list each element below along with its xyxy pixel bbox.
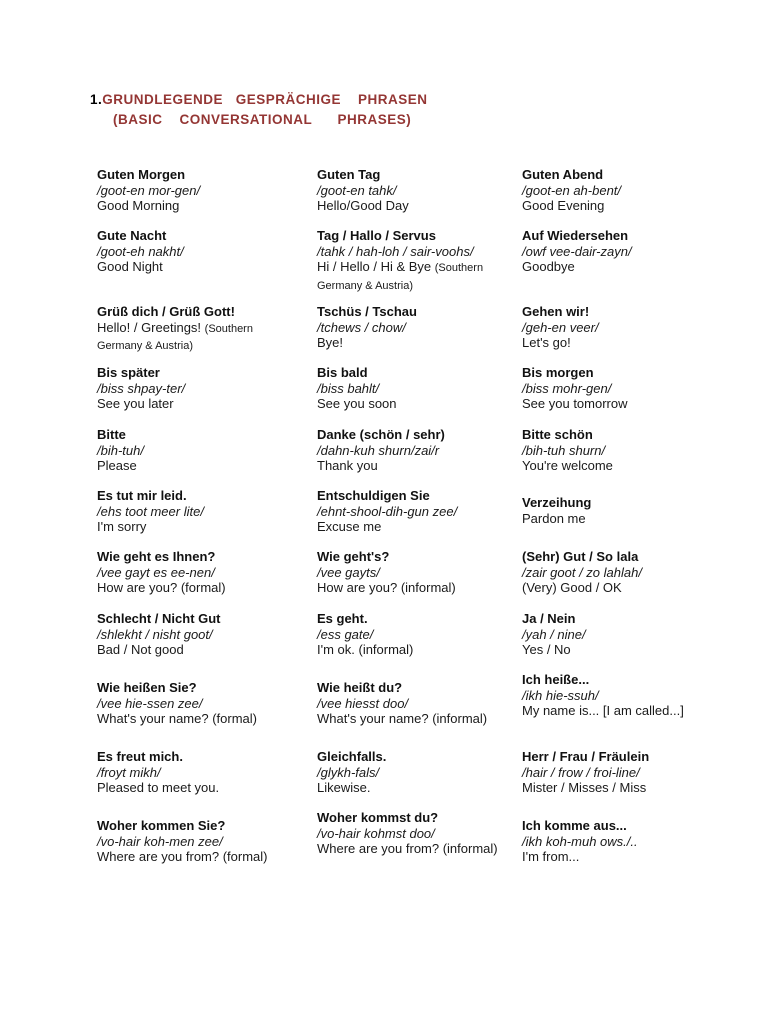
english-translation: [522, 703, 692, 719]
english-translation: [317, 198, 507, 214]
english-text: Good Night: [97, 259, 163, 274]
pronunciation: /shlekht / nisht goot/: [97, 626, 213, 642]
english-translation: [317, 335, 507, 351]
pronunciation: /bih-tuh shurn/: [522, 442, 606, 458]
pronunciation: /vee hiesst doo/: [317, 695, 409, 711]
english-text: How are you? (informal): [317, 580, 456, 595]
phrase-entry: [97, 818, 297, 865]
section-title: GRUNDLEGENDE GESPRÄCHIGE PHRASEN: [102, 92, 428, 107]
english-translation: [317, 519, 507, 535]
pronunciation: /ikh koh-muh ows./..: [522, 833, 638, 849]
english-translation: [317, 711, 507, 727]
pronunciation: /vo-hair kohmst doo/: [317, 825, 435, 841]
pronunciation: /geh-en veer/: [522, 319, 599, 335]
german-phrase: Woher kommen Sie?: [97, 818, 226, 833]
phrase-entry: [317, 304, 507, 351]
english-translation: [97, 458, 297, 474]
german-phrase: Gehen wir!: [522, 304, 590, 319]
pronunciation: /ehnt-shool-dih-gun zee/: [317, 503, 458, 519]
pronunciation: /biss bahlt/: [317, 380, 380, 396]
pronunciation: /yah / nine/: [522, 626, 586, 642]
pronunciation: /biss shpay-ter/: [97, 380, 186, 396]
english-translation: [317, 458, 507, 474]
english-translation: [97, 396, 297, 412]
english-translation: [317, 841, 507, 857]
phrase-entry: [522, 365, 692, 412]
pronunciation: /dahn-kuh shurn/zai/r: [317, 442, 440, 458]
phrase-entry: [97, 427, 297, 474]
phrase-entry: [317, 749, 507, 796]
phrase-entry: [522, 818, 692, 865]
english-text: I'm ok. (informal): [317, 642, 414, 657]
pronunciation: /tahk / hah-loh / sair-voohs/: [317, 243, 474, 259]
english-translation: [97, 642, 297, 658]
english-translation: [317, 259, 507, 294]
english-text: My name is... [I am called...]: [522, 703, 684, 718]
german-phrase: Bis morgen: [522, 365, 594, 380]
english-translation: [522, 642, 692, 658]
english-translation: [522, 335, 692, 351]
english-translation: [522, 580, 692, 596]
phrase-entry: [522, 672, 692, 719]
german-phrase: Bitte: [97, 427, 126, 442]
region-note: (Southern Germany & Austria): [317, 262, 484, 292]
phrase-entry: [97, 365, 297, 412]
english-text: Good Morning: [97, 198, 180, 213]
english-text: (Very) Good / OK: [522, 580, 622, 595]
english-text: Goodbye: [522, 259, 575, 274]
english-text: I'm sorry: [97, 519, 147, 534]
phrase-entry: [522, 749, 692, 796]
english-translation: [522, 198, 692, 214]
english-translation: [97, 849, 297, 865]
section-heading: [90, 92, 428, 107]
english-text: Likewise.: [317, 780, 371, 795]
german-phrase: Bitte schön: [522, 427, 593, 442]
phrase-entry: [97, 167, 297, 214]
english-text: What's your name? (informal): [317, 711, 488, 726]
phrase-entry: [317, 427, 507, 474]
phrase-entry: [522, 495, 692, 526]
english-text: Good Evening: [522, 198, 605, 213]
phrase-entry: [522, 611, 692, 658]
pronunciation: /vee hie-ssen zee/: [97, 695, 203, 711]
phrase-entry: [97, 611, 297, 658]
german-phrase: Wie geht's?: [317, 549, 390, 564]
english-text: Where are you from? (formal): [97, 849, 268, 864]
english-text: See you soon: [317, 396, 397, 411]
phrase-entry: [317, 680, 507, 727]
phrase-entry: [522, 549, 692, 596]
phrase-entry: [97, 549, 297, 596]
german-phrase: Tag / Hallo / Servus: [317, 228, 436, 243]
section-subtitle: (BASIC CONVERSATIONAL PHRASES): [113, 112, 412, 127]
pronunciation: /ehs toot meer lite/: [97, 503, 204, 519]
german-phrase: (Sehr) Gut / So lala: [522, 549, 639, 564]
german-phrase: Es freut mich.: [97, 749, 183, 764]
german-phrase: Wie heißt du?: [317, 680, 403, 695]
english-translation: [97, 320, 297, 355]
german-phrase: Auf Wiedersehen: [522, 228, 629, 243]
german-phrase: Guten Morgen: [97, 167, 186, 182]
german-phrase: Entschuldigen Sie: [317, 488, 430, 503]
english-text: Hello! / Greetings!: [97, 319, 205, 335]
phrase-entry: [97, 488, 297, 535]
german-phrase: Grüß dich / Grüß Gott!: [97, 304, 235, 319]
german-phrase: Guten Abend: [522, 167, 604, 182]
german-phrase: Bis später: [97, 365, 160, 380]
english-translation: [97, 259, 297, 275]
english-text: Mister / Misses / Miss: [522, 780, 647, 795]
english-translation: [522, 458, 692, 474]
english-translation: [522, 396, 692, 412]
phrase-entry: [317, 488, 507, 535]
english-translation: [522, 511, 692, 527]
pronunciation: /zair goot / zo lahlah/: [522, 564, 642, 580]
english-text: Excuse me: [317, 519, 382, 534]
english-text: Where are you from? (informal): [317, 841, 498, 856]
english-text: Pardon me: [522, 510, 586, 526]
phrase-entry: [522, 167, 692, 214]
german-phrase: Es geht.: [317, 611, 368, 626]
phrase-entry: [522, 427, 692, 474]
english-text: See you later: [97, 396, 174, 411]
german-phrase: Ja / Nein: [522, 611, 576, 626]
region-note: (Southern Germany & Austria): [97, 322, 253, 352]
pronunciation: /ess gate/: [317, 626, 374, 642]
pronunciation: /vee gayts/: [317, 564, 380, 580]
phrase-entry: [317, 167, 507, 214]
german-phrase: Es tut mir leid.: [97, 488, 187, 503]
english-translation: [97, 780, 297, 796]
english-text: See you tomorrow: [522, 396, 628, 411]
english-translation: [317, 780, 507, 796]
section-number: 1.: [90, 92, 103, 107]
english-translation: [317, 396, 507, 412]
german-phrase: Schlecht / Nicht Gut: [97, 611, 221, 626]
english-translation: [97, 519, 297, 535]
phrase-entry: [317, 810, 507, 857]
pronunciation: /goot-en ah-bent/: [522, 182, 622, 198]
english-text: Thank you: [317, 458, 378, 473]
german-phrase: Woher kommst du?: [317, 810, 439, 825]
german-phrase: Ich komme aus...: [522, 818, 627, 833]
phrase-entry: [97, 680, 297, 727]
phrase-entry: [317, 611, 507, 658]
phrase-entry: [317, 228, 507, 294]
pronunciation: /goot-en tahk/: [317, 182, 397, 198]
pronunciation: /glykh-fals/: [317, 764, 380, 780]
english-text: What's your name? (formal): [97, 711, 257, 726]
german-phrase: Bis bald: [317, 365, 368, 380]
pronunciation: /goot-en mor-gen/: [97, 182, 201, 198]
pronunciation: /hair / frow / froi-line/: [522, 764, 640, 780]
pronunciation: /vee gayt es ee-nen/: [97, 564, 215, 580]
pronunciation: /vo-hair koh-men zee/: [97, 833, 223, 849]
pronunciation: /biss mohr-gen/: [522, 380, 612, 396]
english-text: Let's go!: [522, 335, 571, 350]
german-phrase: Gleichfalls.: [317, 749, 387, 764]
english-text: Bad / Not good: [97, 642, 184, 657]
english-translation: [97, 711, 297, 727]
english-text: Pleased to meet you.: [97, 780, 220, 795]
english-text: Yes / No: [522, 642, 571, 657]
phrase-entry: [97, 304, 297, 355]
english-translation: [317, 642, 507, 658]
english-translation: [522, 780, 692, 796]
german-phrase: Wie geht es Ihnen?: [97, 549, 216, 564]
english-translation: [97, 198, 297, 214]
german-phrase: Danke (schön / sehr): [317, 427, 445, 442]
phrase-entry: [317, 365, 507, 412]
german-phrase: Tschüs / Tschau: [317, 304, 417, 319]
pronunciation: /tchews / chow/: [317, 319, 406, 335]
phrase-entry: [522, 228, 692, 275]
german-phrase: Verzeihung: [522, 495, 592, 510]
pronunciation: /bih-tuh/: [97, 442, 144, 458]
german-phrase: Herr / Frau / Fräulein: [522, 749, 650, 764]
english-translation: [522, 259, 692, 275]
english-text: Hi / Hello / Hi & Bye: [317, 259, 435, 274]
english-translation: [97, 580, 297, 596]
german-phrase: Guten Tag: [317, 167, 381, 182]
pronunciation: /owf vee-dair-zayn/: [522, 243, 632, 259]
english-text: I'm from...: [522, 849, 580, 864]
phrase-entry: [97, 749, 297, 796]
german-phrase: Wie heißen Sie?: [97, 680, 197, 695]
english-translation: [522, 849, 692, 865]
phrase-entry: [317, 549, 507, 596]
english-text: Hello/Good Day: [317, 198, 409, 213]
english-text: Bye!: [317, 335, 344, 350]
english-text: How are you? (formal): [97, 580, 226, 595]
english-text: You're welcome: [522, 458, 613, 473]
english-text: Please: [97, 458, 137, 473]
english-translation: [317, 580, 507, 596]
phrase-entry: [522, 304, 692, 351]
pronunciation: /ikh hie-ssuh/: [522, 687, 599, 703]
german-phrase: Gute Nacht: [97, 228, 167, 243]
phrase-entry: [97, 228, 297, 275]
pronunciation: /goot-eh nakht/: [97, 243, 184, 259]
german-phrase: Ich heiße...: [522, 672, 590, 687]
pronunciation: /froyt mikh/: [97, 764, 161, 780]
